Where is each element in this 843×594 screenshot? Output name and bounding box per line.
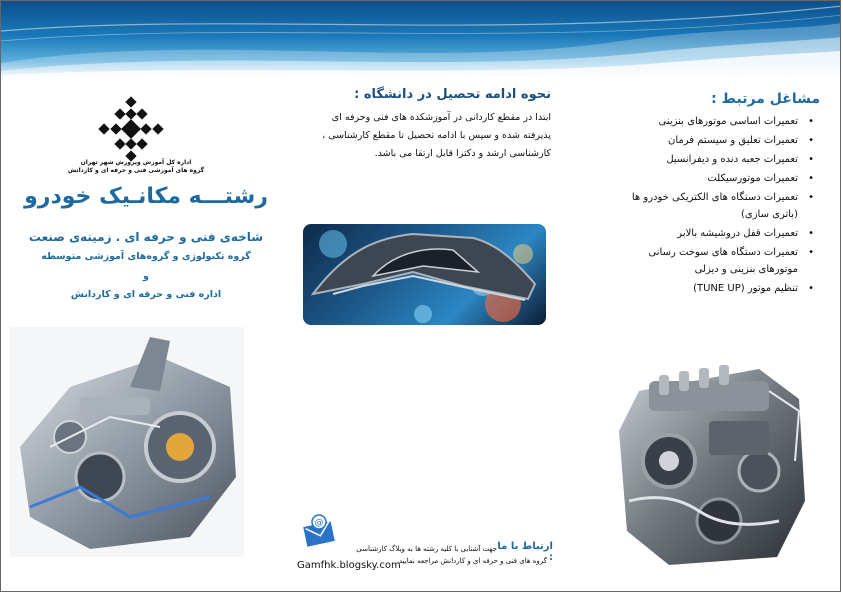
related-jobs-list — [574, 115, 814, 301]
blog-url-link[interactable]: Gamfhk.blogsky.com — [297, 560, 401, 571]
bullet-icon: • — [808, 135, 814, 146]
bullet-icon: • — [808, 173, 814, 184]
contact-text: گروه های فنی و حرفه ای و کاردانش مراجعه نمایید. — [396, 557, 547, 565]
list-item: • تعمیرات دستگاه های الکتریکی خودرو ها — [631, 192, 814, 203]
list-item: • تعمیرات موتورسیکلت — [707, 173, 814, 184]
organization-name: اداره کل آموزش وپرورش شهر تهران — [80, 159, 192, 166]
organization-logo — [98, 96, 164, 162]
subtitle-branch: شاخه‌ی فنی و حرفه ای . زمینه‌ی صنعت — [28, 230, 264, 244]
bullet-icon: • — [808, 228, 814, 239]
subtitle-group: گروه تکنولوژی و گروه‌های آموزشی متوسطه — [41, 251, 251, 262]
university-title: نحوه ادامه تحصیل در دانشگاه : — [354, 87, 551, 102]
bullet-icon: • — [808, 192, 814, 203]
subtitle-office: اداره فنی و حرفه ای و کاردانش — [70, 289, 222, 300]
organization-subname: گروه های آموزشی فنی و حرفه ای و کاردانش — [67, 167, 205, 174]
bullet-icon: • — [808, 247, 814, 258]
list-item: • تعمیرات اساسی موتورهای بنزینی — [658, 116, 814, 127]
contact-text: جهت آشنایی با کلیه رشته ها به وبلاگ کارشناسی — [356, 545, 497, 553]
email-icon[interactable] — [303, 514, 337, 548]
page-title: رشتـــه مکانـیک خودرو — [24, 184, 268, 209]
bullet-icon: • — [808, 154, 814, 165]
svg-text:@: @ — [314, 518, 324, 528]
list-item: • تعمیرات قفل دروشیشه بالابر — [677, 228, 814, 239]
contact-label: ارتباط با ما : — [497, 541, 553, 563]
bullet-icon: • — [808, 283, 814, 294]
related-jobs-title: مشاغل مرتبط : — [711, 91, 820, 107]
subtitle-conjunction: و — [143, 271, 149, 282]
car-body-image — [303, 224, 546, 325]
bullet-icon: • — [808, 116, 814, 127]
list-item: • تنظیم موتور (TUNE UP) — [693, 283, 814, 294]
list-item: • تعمیرات دستگاه های سوخت رسانی — [648, 247, 814, 258]
list-item: • تعمیرات تعلیق و سیستم فرمان — [668, 135, 814, 146]
list-item-continuation: موتورهای بنزینی و دیزلی — [694, 264, 798, 275]
list-item: • تعمیرات جعبه دنده و دیفرانسیل — [666, 154, 814, 165]
gearbox-image — [10, 327, 244, 557]
university-text: ابتدا در مقطع کاردانی در آموزشکده های فنی وحرفه ای پذیرفته شده و سپس با ادامه تحصیل تا مقطع کارشناسی ، کارشناسی ارشد و دکترا قابل ارتقا می باشد. — [322, 112, 551, 159]
header-wave-banner — [1, 1, 841, 77]
list-item-continuation: (باتری سازی) — [740, 209, 798, 220]
engine-image — [609, 351, 815, 569]
